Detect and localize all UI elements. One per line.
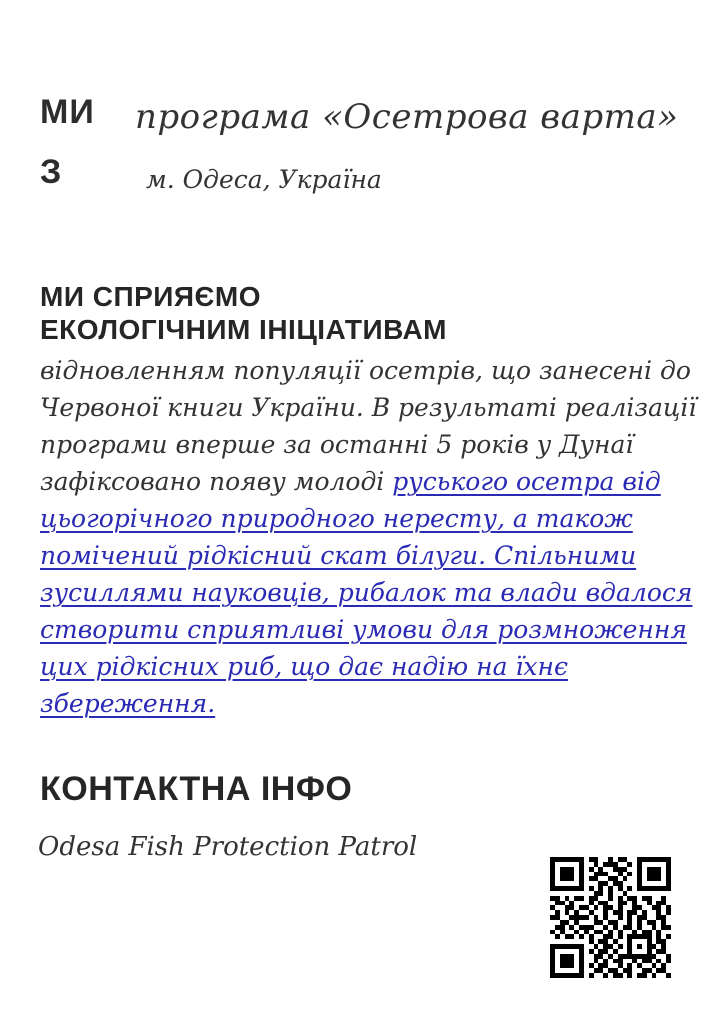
section-heading-line-2: ЕКОЛОГІЧНИМ ІНІЦІАТИВАМ (40, 314, 447, 345)
logo-line-1: МИ (40, 93, 95, 131)
paragraph-line (40, 537, 700, 574)
location-text: м. Одеса, Україна (146, 165, 382, 194)
paragraph-text: зафіксовано появу молоді (40, 467, 393, 496)
paragraph-line (40, 500, 700, 537)
paragraph-line (40, 574, 700, 611)
paragraph-text: Червоної книги України. В результаті реалізації (40, 393, 697, 422)
body-paragraph (40, 352, 700, 722)
paragraph-link[interactable]: збереження. (40, 689, 216, 718)
paragraph-link[interactable]: руського осетра від (392, 467, 661, 496)
contact-heading: КОНТАКТНА ІНФО (40, 770, 353, 808)
paragraph-text: програми вперше за останні 5 років у Дунаї (40, 430, 634, 459)
paragraph-line (40, 685, 700, 722)
section-heading-line-1: МИ СПРИЯЄМО (40, 281, 262, 312)
paragraph-link[interactable]: помічений рідкісний скат білуги. Спільними (40, 541, 637, 570)
paragraph-line (40, 352, 700, 389)
paragraph-link[interactable]: зусиллями науковців, рибалок та влади вдалося (40, 578, 693, 607)
paragraph-line (40, 611, 700, 648)
section-heading (40, 280, 447, 346)
paragraph-line (40, 463, 700, 500)
program-title: програма «Осетрова варта» (135, 97, 679, 137)
paragraph-link[interactable]: цих рідкісних риб, що дає надію на їхнє (40, 652, 569, 681)
paragraph-line (40, 389, 700, 426)
logo-line-2: З (40, 153, 63, 191)
paragraph-line (40, 648, 700, 685)
paragraph-link[interactable]: створити сприятливі умови для розмноження (40, 615, 687, 644)
qr-code (550, 857, 671, 978)
organization-name: Odesa Fish Protection Patrol (38, 832, 418, 862)
paragraph-line (40, 426, 700, 463)
paragraph-link[interactable]: цьогорічного природного нересту, а також (40, 504, 633, 533)
paragraph-text: відновленням популяції осетрів, що занесені до (40, 356, 691, 385)
